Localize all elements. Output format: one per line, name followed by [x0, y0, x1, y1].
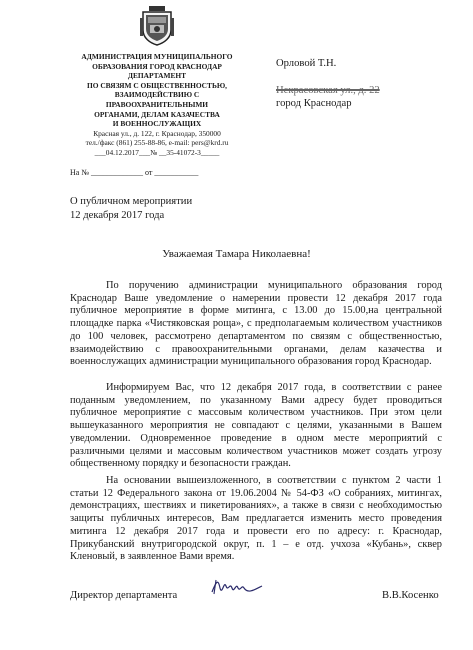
greeting: Уважаемая Тамара Николаевна! [162, 248, 311, 260]
coat-of-arms-emblem [140, 6, 174, 46]
body-paragraph [70, 280, 442, 369]
recipient-city: город Краснодар [276, 98, 352, 109]
org-line: ОБРАЗОВАНИЯ ГОРОД КРАСНОДАР [92, 61, 222, 71]
registration-number: ___04.12.2017___№ __35-41072-3_____ [94, 147, 220, 157]
body-paragraph [70, 475, 442, 564]
org-line: И ВОЕННОСЛУЖАЩИХ [112, 119, 202, 129]
sender-header [64, 52, 250, 158]
paragraph-text: По поручению администрации муниципального образования город Краснодар Ваше уведомление о намерении провести 12 декабря 2017 года публичное мероприятие в форме митинга, с 13.00 до 15.00,на центральной площадке парка «Чистяковская роща», с предполагаемым количеством участников до 100 человек, рассмотрено департаментом по связям с общественностью, взаимодействию с правоохранительными органами, делам казачества и военнослужащих администрации муниципального образования город Краснодар. [70, 280, 442, 368]
subject-date: 12 декабря 2017 года [70, 210, 165, 221]
body-paragraph [70, 382, 442, 471]
subject-line: О публичном мероприятии [70, 196, 193, 207]
org-line: АДМИНИСТРАЦИЯ МУНИЦИПАЛЬНОГО [81, 52, 233, 61]
sender-address: Красная ул., д. 122, г. Краснодар, 350000 [93, 128, 221, 138]
signatory-name: В.В.Косенко [382, 590, 439, 601]
org-line: ДЕПАРТАМЕНТ [127, 71, 187, 81]
recipient-street-redacted: Некрасовская ул., д. 22 [276, 85, 380, 96]
paragraph-text: На основании вышеизложенного, в соответствии с пунктом 2 части 1 статьи 12 Федерального закона от 19.06.2004 № 54-ФЗ «О собраниях, митингах, демонстрациях, шествиях и пикетированиях», а также в связи с необходимостью защиты публичных интересов, Вам предлагается изменить место проведения митинга 12 декабря 2017 года и провести его по адресу: г. Краснодар, Прикубанский внутригородской округ, п. 1 – е отд. учхоза «Кубань», сквер Кленовый, в заявленное Вами время. [70, 475, 442, 563]
sender-contacts: тел./факс (861) 255-88-86, e-mail: pers@krd.ru [85, 138, 229, 148]
org-line: ВЗАИМОДЕЙСТВИЮ С [114, 90, 200, 100]
org-line: ПРАВООХРАНИТЕЛЬНЫМИ [105, 99, 209, 109]
paragraph-text: Информируем Вас, что 12 декабря 2017 года, в соответствии с ранее поданным уведомлением, по указанному Вами адресу будет проводиться публичное мероприятие с массовым количеством участников. При этом цели вышеуказанного мероприятия не совпадают с целями, указанными в Вашем уведомлении. Одновременное проведение в одном месте мероприятий с различными целями и массовым количеством участников может создать угрозу общественному порядку и безопасности граждан. [70, 382, 442, 470]
signatory-position: Директор департамента [70, 590, 178, 601]
org-line: ОРГАНАМИ, ДЕЛАМ КАЗАЧЕСТВА [94, 109, 220, 119]
handwritten-signature [210, 574, 264, 600]
recipient-name: Орловой Т.Н. [276, 58, 337, 69]
org-line: ПО СВЯЗЯМ С ОБЩЕСТВЕННОСТЬЮ, [86, 80, 227, 90]
reference-line: На № _____________ от ___________ [70, 168, 199, 177]
